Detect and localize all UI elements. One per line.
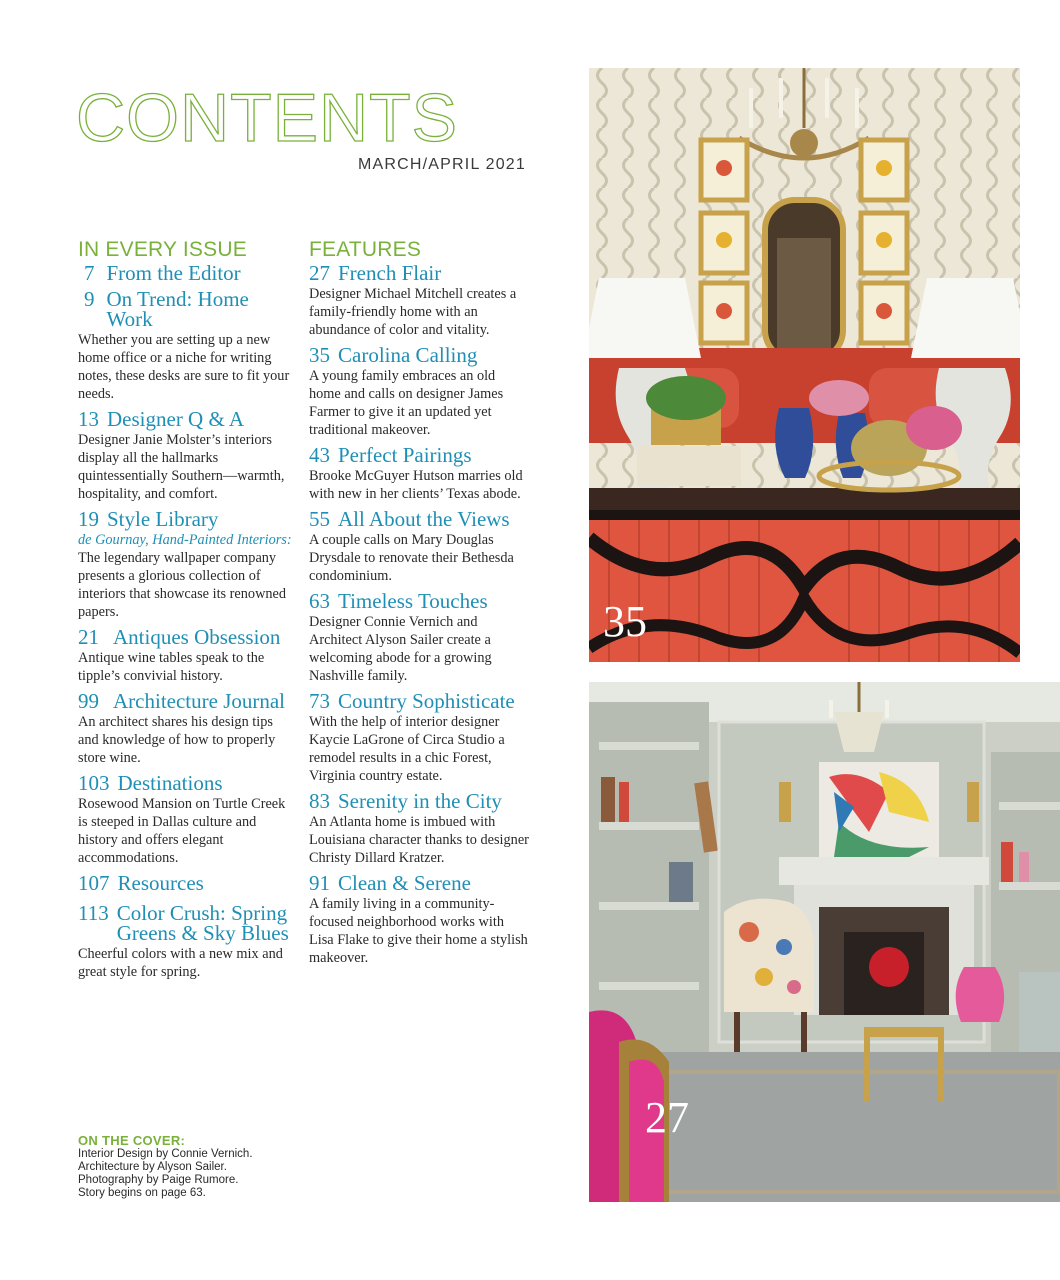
page-number: 43 bbox=[309, 443, 330, 468]
section-heading-in-every-issue: IN EVERY ISSUE bbox=[78, 238, 247, 261]
page-number: 63 bbox=[309, 589, 330, 614]
toc-entry[interactable] bbox=[78, 773, 293, 867]
abstract-painting-shape bbox=[819, 762, 939, 862]
entry-description: An architect shares his design tips and knowledge of how to properly store wine. bbox=[78, 714, 276, 767]
entry-description: Rosewood Mansion on Turtle Creek is steeped in Dallas culture and history and offers elegant accommodations. bbox=[78, 796, 286, 867]
entry-description: Designer Connie Vernich and Architect Alyson Sailer create a welcoming abode for a growing Nashville family. bbox=[309, 614, 492, 685]
entry-description: With the help of interior designer Kaycie LaGrone of Circa Studio a remodel results in a chic Forest, Virginia country estate. bbox=[309, 714, 505, 785]
entry-description: Brooke McGuyer Hutson marries old with new in her clients’ Texas abode. bbox=[309, 468, 523, 503]
toc-entry[interactable] bbox=[309, 691, 529, 785]
toc-entry[interactable] bbox=[309, 445, 529, 503]
page-number: 103 bbox=[78, 771, 110, 796]
page-number: 35 bbox=[309, 343, 330, 368]
toc-entry[interactable] bbox=[309, 509, 529, 585]
toc-entry[interactable] bbox=[309, 791, 529, 867]
features-column bbox=[309, 238, 529, 973]
toc-entry[interactable] bbox=[78, 409, 293, 503]
toc-entry[interactable] bbox=[309, 873, 529, 967]
entry-title[interactable]: All About the Views bbox=[338, 507, 510, 532]
toc-entry[interactable] bbox=[78, 261, 293, 286]
cover-credit-line: Architecture by Alyson Sailer. bbox=[78, 1161, 227, 1173]
on-the-cover-credits bbox=[78, 1148, 253, 1200]
in-every-issue-column bbox=[78, 238, 293, 987]
entry-title[interactable]: On Trend: Home Work bbox=[106, 287, 249, 332]
cover-credit-line: Interior Design by Connie Vernich. bbox=[78, 1148, 253, 1160]
entry-description-emphasis: de Gournay, Hand-Painted Interiors: bbox=[78, 532, 292, 549]
entry-description: An Atlanta home is imbued with Louisiana character thanks to designer Christy Dillard Kratzer. bbox=[309, 814, 529, 867]
entry-description: Designer Janie Molster’s interiors display all the hallmarks quintessentially Southern—warmth, hospitality, and comfort. bbox=[78, 432, 285, 503]
toc-entry[interactable] bbox=[78, 627, 293, 685]
cover-credit-line: Photography by Paige Rumore. bbox=[78, 1174, 239, 1186]
entry-description: Designer Michael Mitchell creates a family-friendly home with an abundance of color and vitality. bbox=[309, 286, 517, 339]
page-number: 19 bbox=[78, 507, 99, 532]
page-number: 7 bbox=[84, 261, 95, 286]
photo-page-badge: 27 bbox=[645, 1093, 689, 1142]
entry-title[interactable]: French Flair bbox=[338, 261, 442, 286]
entry-title[interactable]: Color Crush: Spring Greens & Sky Blues bbox=[116, 901, 289, 946]
entry-description-text: The legendary wallpaper company presents a glorious collection of interiors that showcase its renowned papers. bbox=[78, 550, 287, 621]
page-number: 9 bbox=[84, 287, 95, 312]
page-title: CONTENTS bbox=[76, 80, 458, 156]
entry-title[interactable]: Resources bbox=[117, 871, 204, 896]
page-number: 73 bbox=[309, 689, 330, 714]
entry-title[interactable]: From the Editor bbox=[106, 261, 241, 286]
entry-title[interactable]: Perfect Pairings bbox=[338, 443, 472, 468]
page-number: 99 bbox=[78, 689, 99, 714]
photo-page-badge: 35 bbox=[603, 597, 647, 646]
page-number: 55 bbox=[309, 507, 330, 532]
entry-description: A family living in a community-focused neighborhood works with Lisa Flake to give their home a stylish makeover. bbox=[309, 896, 528, 967]
on-the-cover-heading: ON THE COVER: bbox=[78, 1133, 186, 1148]
entry-title[interactable]: Style Library bbox=[107, 507, 219, 532]
entry-title[interactable]: Serenity in the City bbox=[338, 789, 502, 814]
issue-date: MARCH/APRIL 2021 bbox=[358, 156, 526, 173]
entry-description: A young family embraces an old home and calls on designer James Farmer to give it an updated yet traditional makeover. bbox=[309, 368, 504, 439]
toc-entry[interactable] bbox=[309, 345, 529, 439]
entry-title[interactable]: Timeless Touches bbox=[338, 589, 488, 614]
section-heading-features: FEATURES bbox=[309, 238, 422, 261]
toc-entry[interactable] bbox=[78, 903, 293, 981]
toc-entry[interactable] bbox=[78, 691, 293, 767]
page-number: 91 bbox=[309, 871, 330, 896]
toc-entry[interactable] bbox=[78, 289, 293, 403]
entry-title[interactable]: Carolina Calling bbox=[338, 343, 478, 368]
page-number: 113 bbox=[78, 901, 109, 926]
entry-title[interactable]: Antiques Obsession bbox=[113, 625, 281, 650]
page-number: 13 bbox=[78, 407, 99, 432]
page-number: 83 bbox=[309, 789, 330, 814]
dining-room-illustration bbox=[589, 68, 1020, 662]
toc-entry[interactable] bbox=[309, 591, 529, 685]
entry-description bbox=[78, 531, 293, 621]
entry-title[interactable]: Architecture Journal bbox=[113, 689, 286, 714]
entry-description: Cheerful colors with a new mix and great style for spring. bbox=[78, 946, 283, 981]
toc-entry[interactable] bbox=[309, 263, 529, 339]
feature-photo-carolina-calling[interactable] bbox=[589, 68, 1020, 662]
entry-description: Antique wine tables speak to the tipple’s convivial history. bbox=[78, 650, 265, 685]
feature-photo-french-flair[interactable] bbox=[589, 682, 1060, 1202]
page-number: 107 bbox=[78, 871, 110, 896]
entry-title[interactable]: Designer Q & A bbox=[107, 407, 245, 432]
toc-entry[interactable] bbox=[78, 509, 293, 621]
toc-entry[interactable] bbox=[78, 871, 293, 896]
entry-description: Whether you are setting up a new home office or a niche for writing notes, these desks are sure to fit your needs. bbox=[78, 332, 290, 403]
page-number: 27 bbox=[309, 261, 330, 286]
entry-title[interactable]: Country Sophisticate bbox=[338, 689, 515, 714]
entry-title[interactable]: Clean & Serene bbox=[338, 871, 471, 896]
entry-description: A couple calls on Mary Douglas Drysdale to renovate their Bethesda condominium. bbox=[309, 532, 514, 585]
entry-title[interactable]: Destinations bbox=[117, 771, 223, 796]
page-number: 21 bbox=[78, 625, 99, 650]
cover-credit-line: Story begins on page 63. bbox=[78, 1187, 206, 1199]
